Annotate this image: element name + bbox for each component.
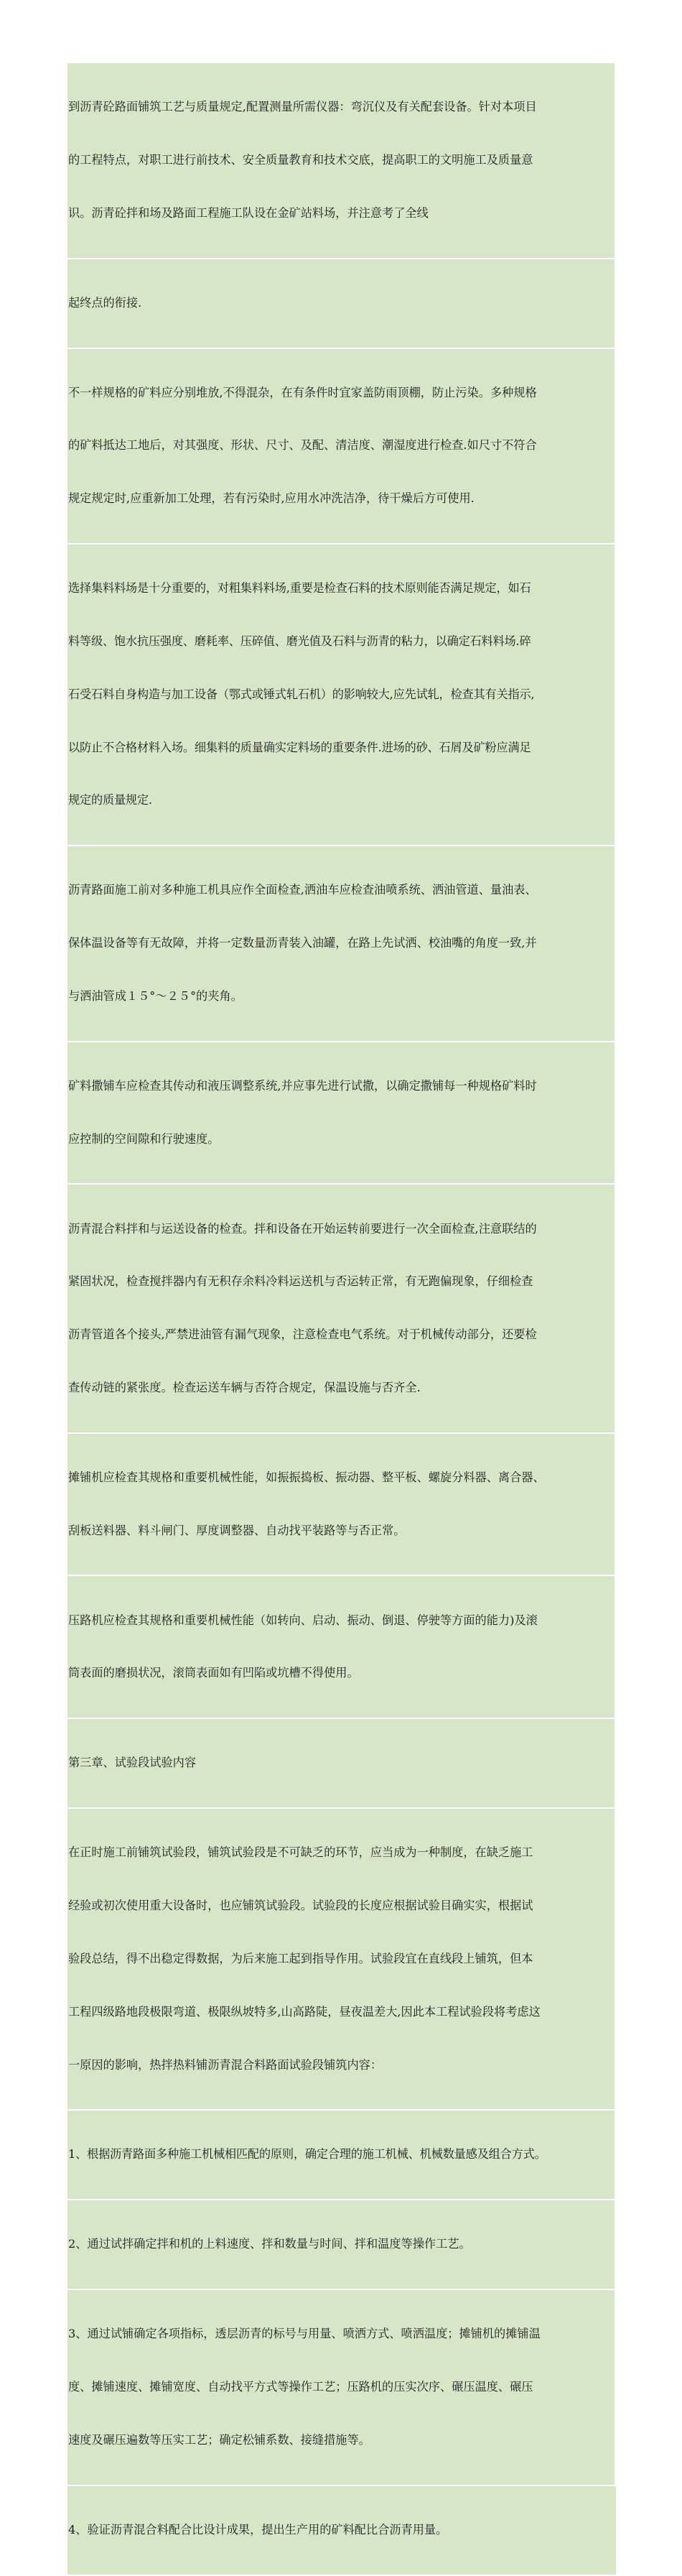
text-line: 以防止不合格材料入场。细集料的质量确实定料场的重要条件.进场的砂、石屑及矿粉应满足	[68, 740, 531, 754]
paragraph-equipment-preparation	[67, 63, 615, 258]
text-line: 矿料撒铺车应检查其传动和液压调整系统,并应事先进行试撒，以确定撒铺每一种规格矿料时	[68, 1078, 537, 1093]
text-line: 与洒油管成１５°～２５°的夹角。	[68, 988, 243, 1003]
paragraph-paver-check	[67, 1434, 615, 1575]
text-line: 的矿料抵达工地后，对其强度、形状、尺寸、及配、清洁度、潮湿度进行检查.如尺寸不符合	[68, 438, 537, 453]
text-line: 速度及碾压遍数等压实工艺；确定松铺系数、接缝措施等。	[68, 2432, 370, 2447]
list-item-3	[67, 2290, 615, 2485]
text-line: 压路机应检查其规格和重要机械性能（如转向、启动、振动、倒退、停驶等方面的能力)及滚	[68, 1613, 538, 1627]
paragraph-route-endpoints	[67, 259, 615, 348]
text-line: 识。沥青砼拌和场及路面工程施工队设在金矿站料场，并注意考了全线	[68, 205, 429, 220]
list-item-4	[67, 2486, 616, 2575]
text-line: 摊铺机应检查其规格和重要机械性能，如振振捣板、振动器、整平板、螺旋分料器、离合器、	[68, 1470, 545, 1484]
text-line: 在正时施工前铺筑试验段，铺筑试验段是不可缺乏的环节，应当成为一种制度，在缺乏施工	[68, 1845, 533, 1860]
text-line: 工程四级路地段极限弯道、极限纵坡特多,山高路陡，昼夜温差大,因此本工程试验段将考虑这	[68, 2004, 541, 2019]
text-line: 选择集料料场是十分重要的，对粗集料料场,重要是检查石料的技术原则能否满足规定，如石	[68, 581, 531, 596]
text-line: 3、通过试铺确定各项指标，透层沥青的标号与用量、喷洒方式、喷洒温度；摊铺机的摊铺温	[68, 2327, 541, 2341]
text-line: 规定的质量规定.	[68, 793, 152, 807]
text-line: 查传动链的紧张度。检查运送车辆与否符合规定，保温设施与否齐全.	[68, 1380, 421, 1394]
text-line: 保体温设备等有无故障，并将一定数量沥青装入油罐，在路上先试洒、校油嘴的角度一致,并	[68, 936, 537, 950]
document-page	[67, 63, 615, 2576]
chapter-heading	[67, 1719, 615, 1807]
text-line: 1、根据沥青路面多种施工机械相匹配的原则，确定合理的施工机械、机械数量感及组合方式。	[68, 2147, 546, 2162]
paragraph-roller-check	[67, 1576, 615, 1718]
text-line: 2、通过试拌确定拌和机的上料速度、拌和数量与时间、拌和温度等操作工艺。	[68, 2237, 471, 2251]
text-line: 石受石料自身构造与加工设备（鄂式或锤式轧石机）的影响较大,应先试轧，检查其有关指示,	[68, 687, 535, 701]
text-line: 沥青混合料拌和与运送设备的检查。拌和设备在开始运转前要进行一次全面检查,注意联结的	[68, 1221, 537, 1236]
text-line: 沥青路面施工前对多种施工机具应作全面检查,洒油车应检查油喷系统、洒油管道、量油表、	[68, 883, 537, 897]
text-line: 到沥青砼路面铺筑工艺与质量规定,配置测量所需仪器：弯沉仪及有关配套设备。针对本项目	[68, 100, 537, 114]
text-line: 起终点的衔接.	[68, 295, 142, 310]
text-line: 4、验证沥青混合料配合比设计成果，提出生产用的矿料配比合沥青用量。	[68, 2522, 448, 2536]
text-line: 一原因的影响，热拌热料铺沥青混合料路面试验段铺筑内容：	[68, 2057, 383, 2072]
text-line: 的工程特点，对职工进行前技术、安全质量教育和技术交底，提高职工的文明施工及质量意	[68, 152, 533, 167]
paragraph-aggregate-storage	[67, 349, 615, 544]
paragraph-quarry-selection	[67, 545, 615, 845]
list-item-1	[67, 2111, 615, 2199]
text-line: 经验或初次使用重大设备时，也应铺筑试验段。试验段的长度应根据试验目确实实，根据试	[68, 1899, 533, 1913]
text-line: 料等级、饱水抗压强度、磨耗率、压碎值、磨光值及石料与沥青的粘力，以确定石料料场.碎	[68, 634, 531, 648]
text-line: 筒表面的磨损状况，滚筒表面如有凹陷或坑槽不得使用。	[68, 1666, 359, 1680]
text-line: 刮板送料器、料斗闸门、厚度调整器、自动找平装路等与否正常。	[68, 1523, 406, 1537]
chapter-title: 第三章、试验段试验内容	[68, 1756, 197, 1770]
paragraph-spreader-check	[67, 1042, 615, 1184]
text-line: 不一样规格的矿料应分别堆放,不得混杂，在有条件时宜家盖防雨顶棚，防止污染。多种规格	[68, 385, 537, 399]
paragraph-mixing-equipment	[67, 1185, 615, 1432]
text-line: 沥青管道各个接头,严禁进油管有漏气现象，注意检查电气系统。对于机械传动部分，还要检	[68, 1328, 537, 1342]
text-line: 应控制的空间隙和行驶速度。	[68, 1131, 220, 1146]
text-line: 验段总结，得不出稳定得数据，为后来施工起到指导作用。试验段宜在直线段上铺筑，但本	[68, 1951, 533, 1965]
list-item-2	[67, 2200, 615, 2289]
paragraph-test-section-intro	[67, 1809, 615, 2109]
text-line: 规定规定时,应重新加工处理，若有污染时,应用水冲洗洁净，待干燥后方可使用.	[68, 491, 475, 506]
text-line: 紧固状况，检查搅拌器内有无积存余料冷料运送机与否运转正常，有无跑偏现象，仔细检查	[68, 1274, 533, 1289]
paragraph-machinery-inspection	[67, 846, 615, 1041]
text-line: 度、摊铺速度、摊铺宽度、自动找平方式等操作工艺；压路机的压实次序、碾压温度、碾压	[68, 2380, 533, 2394]
